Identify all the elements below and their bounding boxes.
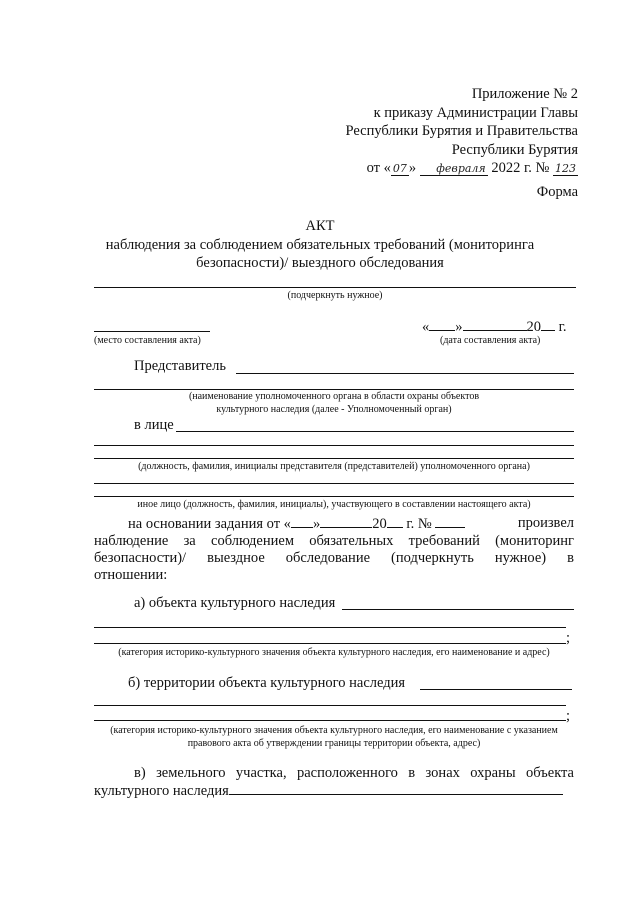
caption-underline-needed: (подчеркнуть нужное)	[287, 290, 383, 301]
item-c-line-1: в) земельного участка, расположенного в зонах охраны объекта	[134, 765, 574, 781]
in-person-line-3	[94, 458, 574, 459]
caption-other-person: иное лицо (должность, фамилия, инициалы), участвующего в составлении настоящего акта)	[137, 499, 531, 510]
appendix-line-4: Республики Бурятия	[451, 141, 578, 158]
basis-month-blank	[320, 515, 372, 528]
basis-start-wrap	[94, 515, 465, 533]
basis-paragraph	[94, 515, 574, 584]
caption-authority-2: культурного наследия (далее - Уполномоченный орган)	[216, 403, 452, 415]
caption-authority-1: (наименование уполномоченного органа в области охраны объектов	[188, 391, 480, 402]
item-b-line-2	[94, 705, 566, 706]
basis-year-prefix: 20	[372, 516, 387, 532]
representative-line	[236, 373, 574, 374]
place-field-line	[94, 331, 210, 332]
date-year-blank	[541, 318, 555, 331]
item-b-line-3	[94, 720, 566, 721]
in-person-line-2	[94, 445, 574, 446]
other-person-line	[94, 483, 574, 484]
date-mid: »	[408, 160, 417, 176]
title-underline	[94, 287, 576, 288]
item-b-line	[420, 689, 572, 690]
date-year-prefix: 20	[526, 319, 541, 335]
handwritten-number: 123	[555, 162, 576, 175]
handwritten-day: 07	[392, 162, 407, 175]
handwritten-month: февраля	[420, 162, 488, 176]
basis-number-blank	[435, 515, 465, 528]
basis-end: произвел	[517, 515, 574, 531]
date-close-quote: »	[455, 319, 463, 335]
item-c-line	[229, 782, 563, 795]
item-b-label: б) территории объекта культурного наследия	[128, 675, 406, 691]
date-year: 2022 г. №	[491, 160, 550, 176]
basis-line-1	[94, 515, 574, 533]
caption-category-b-2: правового акта об утверждении границы территории объекта, адрес)	[187, 737, 481, 749]
item-a-label: а) объекта культурного наследия	[134, 595, 336, 611]
item-a-line-3	[94, 643, 566, 644]
in-person-line	[176, 431, 574, 432]
date-day-blank	[429, 318, 455, 331]
date-month-blank	[463, 318, 527, 331]
form-label: Форма	[536, 184, 578, 200]
caption-category-a: (категория историко-культурного значения объекта культурного наследия, его наименование и адрес)	[118, 647, 550, 658]
caption-category-b-1: (категория историко-культурного значения объекта культурного наследия, его наименование с указанием	[110, 725, 558, 736]
basis-line-2: наблюдение за соблюдением обязательных требований (мониторинг	[94, 533, 574, 549]
appendix-line-1: Приложение № 2	[471, 86, 578, 102]
date-prefix: от «	[366, 160, 391, 176]
caption-category-b	[94, 725, 574, 750]
appendix-date-line	[345, 159, 578, 178]
basis-day-blank	[291, 515, 313, 528]
act-title-line-1: наблюдения за соблюдением обязательных требований (мониторинга	[105, 236, 535, 253]
act-title-line-2: безопасности)/ выездного обследования	[196, 255, 444, 271]
representative-line-2	[94, 389, 574, 390]
appendix-block	[345, 85, 578, 178]
in-person-label: в лице	[134, 417, 174, 433]
basis-line-4: отношении:	[94, 567, 168, 583]
item-c	[94, 765, 574, 800]
caption-place: (место составления акта)	[94, 335, 201, 346]
act-title	[0, 217, 640, 273]
date-field	[422, 318, 567, 336]
caption-authority	[94, 391, 574, 416]
appendix-line-3: Республики Бурятия и Правительства	[345, 123, 578, 139]
caption-position: (должность, фамилия, инициалы представителя (представителей) уполномоченного органа)	[138, 461, 530, 472]
representative-label: Представитель	[134, 358, 226, 374]
other-person-line-2	[94, 496, 574, 497]
basis-number-label: г. №	[406, 516, 432, 532]
basis-line-3: безопасности)/ выездное обследование (подчеркнуть нужное) в	[94, 550, 574, 566]
basis-start: на основании задания от «	[128, 516, 291, 532]
date-year-suffix: г.	[558, 319, 567, 335]
act-heading: АКТ	[305, 218, 335, 234]
item-b-semicolon: ;	[566, 708, 571, 724]
caption-date: (дата составления акта)	[440, 335, 541, 346]
item-a-line	[342, 609, 574, 610]
item-c-line-2: культурного наследия	[94, 783, 229, 799]
item-a-line-2	[94, 627, 566, 628]
basis-quote: »	[312, 516, 321, 532]
date-open-quote: «	[422, 319, 430, 335]
basis-year-blank	[387, 515, 403, 528]
item-c-line-2-wrap	[94, 782, 574, 800]
item-a-semicolon: ;	[566, 630, 571, 646]
appendix-line-2: к приказу Администрации Главы	[373, 104, 578, 121]
